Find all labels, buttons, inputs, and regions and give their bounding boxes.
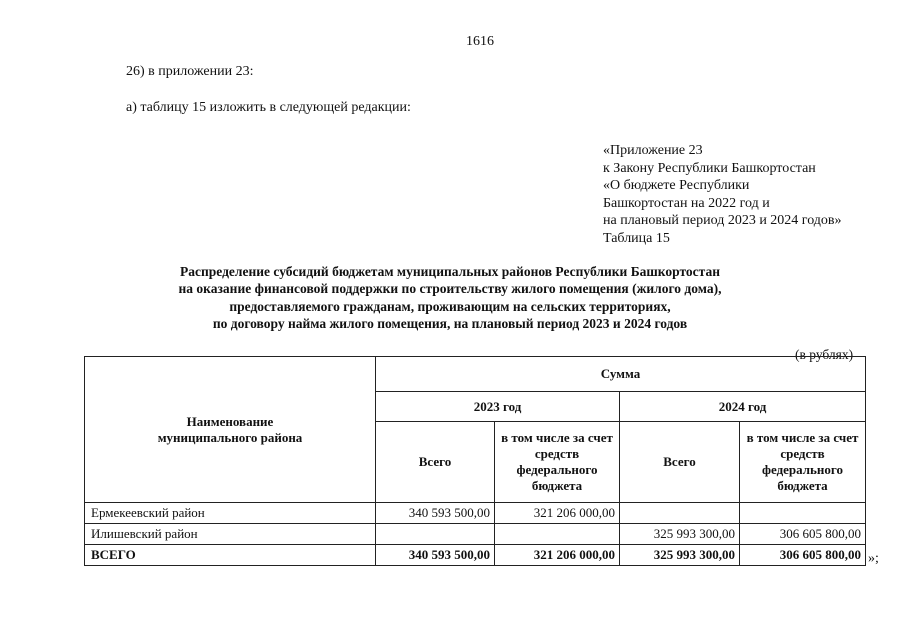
appendix-line: «Приложение 23 (603, 143, 703, 158)
appendix-line: «О бюджете Республики (603, 178, 750, 194)
table-title-line: предоставляемого гражданам, проживающим на сельских территориях, (229, 298, 671, 314)
closing-quote: »; (868, 551, 879, 566)
total-2023-total: 340 593 500,00 (376, 545, 495, 566)
table-row (85, 503, 866, 524)
row-2024-total (620, 503, 740, 524)
total-2023-federal: 321 206 000,00 (495, 545, 620, 566)
appendix-line: Таблица 15 (603, 230, 670, 246)
table-title-line: на оказание финансовой поддержки по строительству жилого помещения (жилого дома), (178, 281, 722, 297)
item-a-text: а) таблицу 15 изложить в следующей редакции: (126, 100, 411, 115)
appendix-line: Башкортостан на 2022 год и (603, 195, 770, 211)
header-sum: Сумма (376, 357, 866, 392)
total-row (85, 545, 866, 566)
row-2024-federal: 306 605 800,00 (740, 524, 866, 545)
total-label: ВСЕГО (85, 545, 376, 566)
row-2023-federal: 321 206 000,00 (495, 503, 620, 524)
appendix-header (603, 142, 842, 248)
row-2024-federal (740, 503, 866, 524)
table-title (80, 263, 820, 332)
row-2023-total: 340 593 500,00 (376, 503, 495, 524)
row-2023-total (376, 524, 495, 545)
header-municipality: Наименование муниципального района (85, 357, 376, 503)
table-title-line: Распределение субсидий бюджетам муниципальных районов Республики Башкортостан (180, 264, 720, 279)
table-title-line: по договору найма жилого помещения, на плановый период 2023 и 2024 годов (212, 315, 688, 331)
row-name: Илишевский район (85, 524, 376, 545)
subsidy-table (84, 356, 866, 566)
header-year-2024: 2024 год (620, 392, 866, 422)
total-2024-federal: 306 605 800,00 (740, 545, 866, 566)
row-2023-federal (495, 524, 620, 545)
row-name: Ермекеевский район (85, 503, 376, 524)
header-2024-federal: в том числе за счет средств федерального бюджета (740, 422, 866, 503)
header-2023-federal: в том числе за счет средств федерального бюджета (495, 422, 620, 503)
item-26-text: 26) в приложении 23: (126, 64, 254, 79)
appendix-line: к Закону Республики Башкортостан (603, 160, 816, 176)
header-2024-total: Всего (620, 422, 740, 503)
page-number: 1616 (466, 34, 494, 49)
units-label: (в рублях) (795, 347, 854, 362)
header-year-2023: 2023 год (376, 392, 620, 422)
appendix-line: на плановый период 2023 и 2024 годов» (603, 213, 842, 229)
header-2023-total: Всего (376, 422, 495, 503)
row-2024-total: 325 993 300,00 (620, 524, 740, 545)
total-2024-total: 325 993 300,00 (620, 545, 740, 566)
table-row (85, 524, 866, 545)
